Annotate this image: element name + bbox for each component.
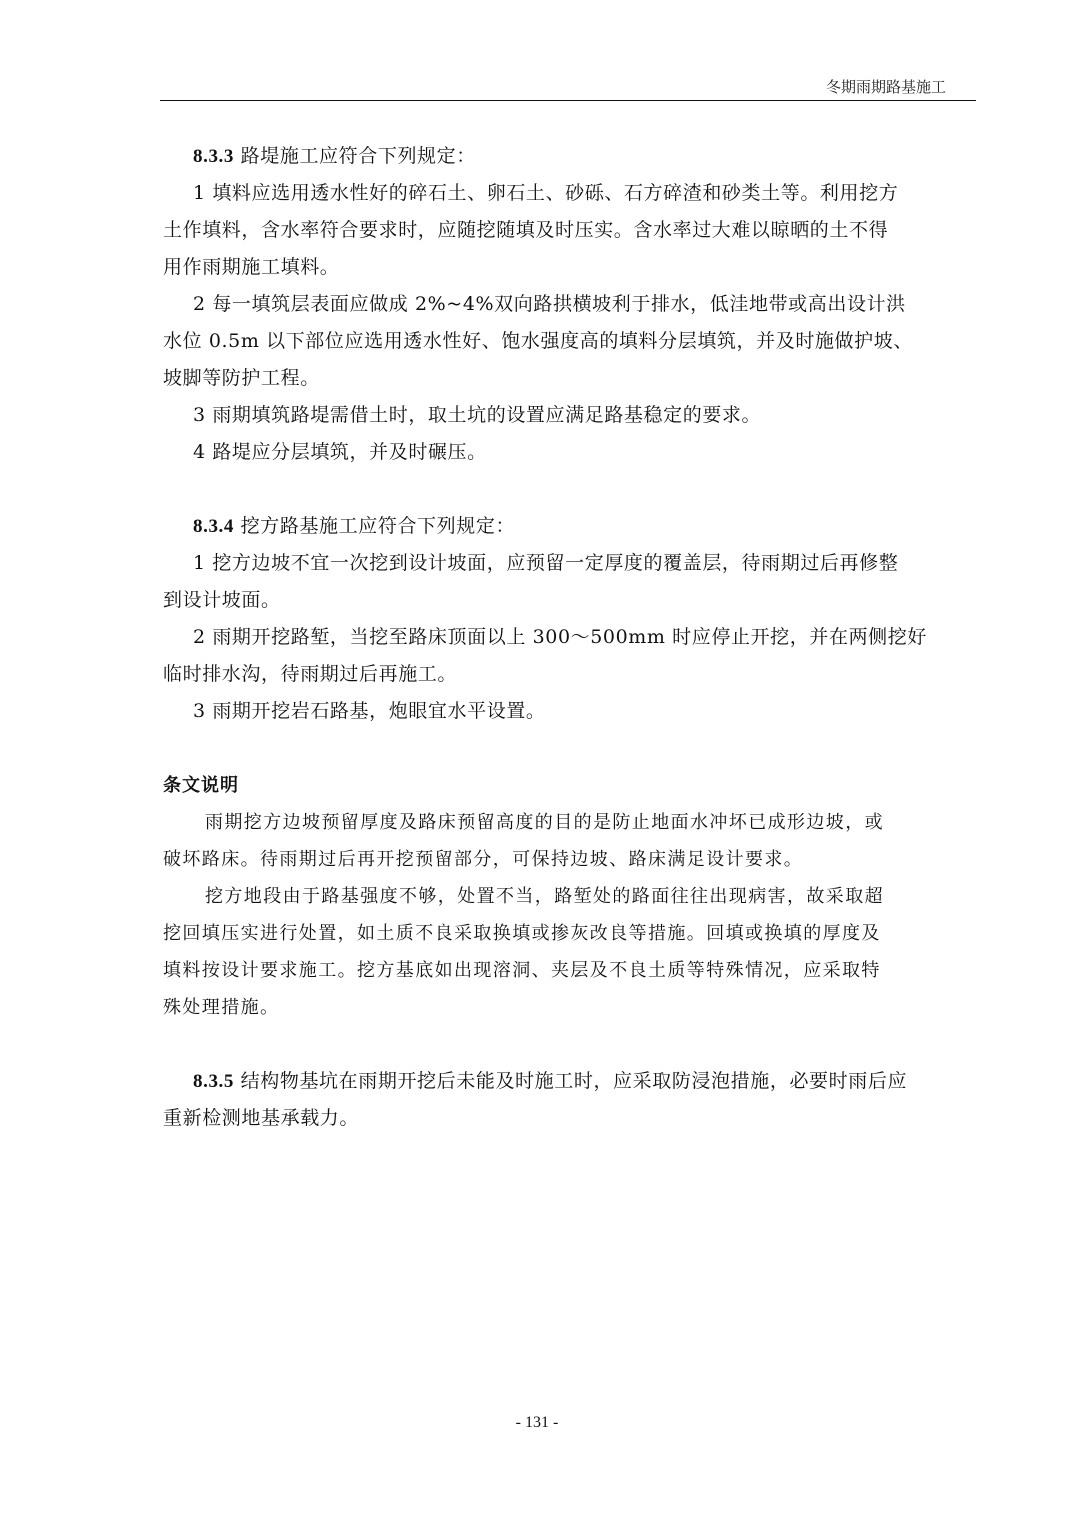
explanation-paragraph-2-cont: 挖回填压实进行处置，如土质不良采取换填或掺灰改良等措施。回填或换填的厚度及: [163, 923, 881, 944]
page-number: - 131 -: [515, 1414, 559, 1431]
clause-833-item-3: 3 雨期填筑路堤需借土时，取土坑的设置应满足路基稳定的要求。: [193, 404, 762, 426]
clause-834-item-2: 2 雨期开挖路堑，当挖至路床顶面以上 300～500mm 时应停止开挖，并在两侧挖好: [193, 626, 927, 648]
clause-834-item-1-cont: 到设计坡面。: [163, 589, 281, 611]
clause-833-item-1-cont: 用作雨期施工填料。: [163, 256, 340, 278]
running-header-title: 冬期雨期路基施工: [825, 78, 946, 96]
page-body: [163, 138, 975, 1137]
clause-title: 结构物基坑在雨期开挖后未能及时施工时，应采取防浸泡措施，必要时雨后应: [234, 1070, 908, 1092]
clause-833-item-1: 1 填料应选用透水性好的碎石土、卵石土、砂砾、石方碎渣和砂类土等。利用挖方: [193, 182, 899, 204]
explanation-paragraph-2: 挖方地段由于路基强度不够，处置不当，路堑处的路面往往出现病害，故采取超: [205, 886, 884, 907]
clause-833-item-2: 2 每一填筑层表面应做成 2%~4%双向路拱横坡利于排水，低洼地带或高出设计洪: [193, 293, 906, 315]
clause-834-heading: [163, 508, 975, 545]
header-divider: [160, 100, 976, 101]
spacer: [163, 1026, 975, 1063]
spacer: [163, 471, 975, 508]
clause-835-cont: 重新检测地基承载力。: [163, 1107, 360, 1129]
clause-833-item-2-cont: 水位 0.5m 以下部位应选用透水性好、饱水强度高的填料分层填筑，并及时施做护坡、: [163, 330, 913, 352]
clause-number: 8.3.5: [193, 1071, 234, 1092]
clause-834-item-1: 1 挖方边坡不宜一次挖到设计坡面，应预留一定厚度的覆盖层，待雨期过后再修整: [193, 552, 899, 574]
clause-833-item-2-cont: 坡脚等防护工程。: [163, 367, 320, 389]
clause-834-item-3: 3 雨期开挖岩石路基，炮眼宜水平设置。: [193, 700, 546, 722]
clause-834-item-2-cont: 临时排水沟，待雨期过后再施工。: [163, 663, 458, 685]
explanation-paragraph-1: 雨期挖方边坡预留厚度及路床预留高度的目的是防止地面水冲坏已成形边坡，或: [205, 812, 884, 833]
clause-835-heading: [163, 1063, 975, 1100]
clause-number: 8.3.4: [193, 516, 234, 537]
explanation-paragraph-2-cont: 填料按设计要求施工。挖方基底如出现溶洞、夹层及不良土质等特殊情况，应采取特: [163, 960, 881, 981]
clause-833-heading: [163, 138, 975, 175]
spacer: [163, 730, 975, 767]
explanation-paragraph-1-cont: 破坏路床。待雨期过后再开挖预留部分，可保持边坡、路床满足设计要求。: [163, 849, 804, 870]
explanation-heading: 条文说明: [163, 775, 239, 796]
clause-number: 8.3.3: [193, 146, 234, 167]
clause-title: 路堤施工应符合下列规定：: [234, 145, 476, 167]
clause-833-item-1-cont: 土作填料，含水率符合要求时，应随挖随填及时压实。含水率过大难以晾晒的土不得: [163, 219, 889, 241]
explanation-paragraph-2-cont: 殊处理措施。: [163, 997, 280, 1018]
clause-title: 挖方路基施工应符合下列规定：: [234, 515, 516, 537]
clause-833-item-4: 4 路堤应分层填筑，并及时碾压。: [193, 441, 487, 463]
